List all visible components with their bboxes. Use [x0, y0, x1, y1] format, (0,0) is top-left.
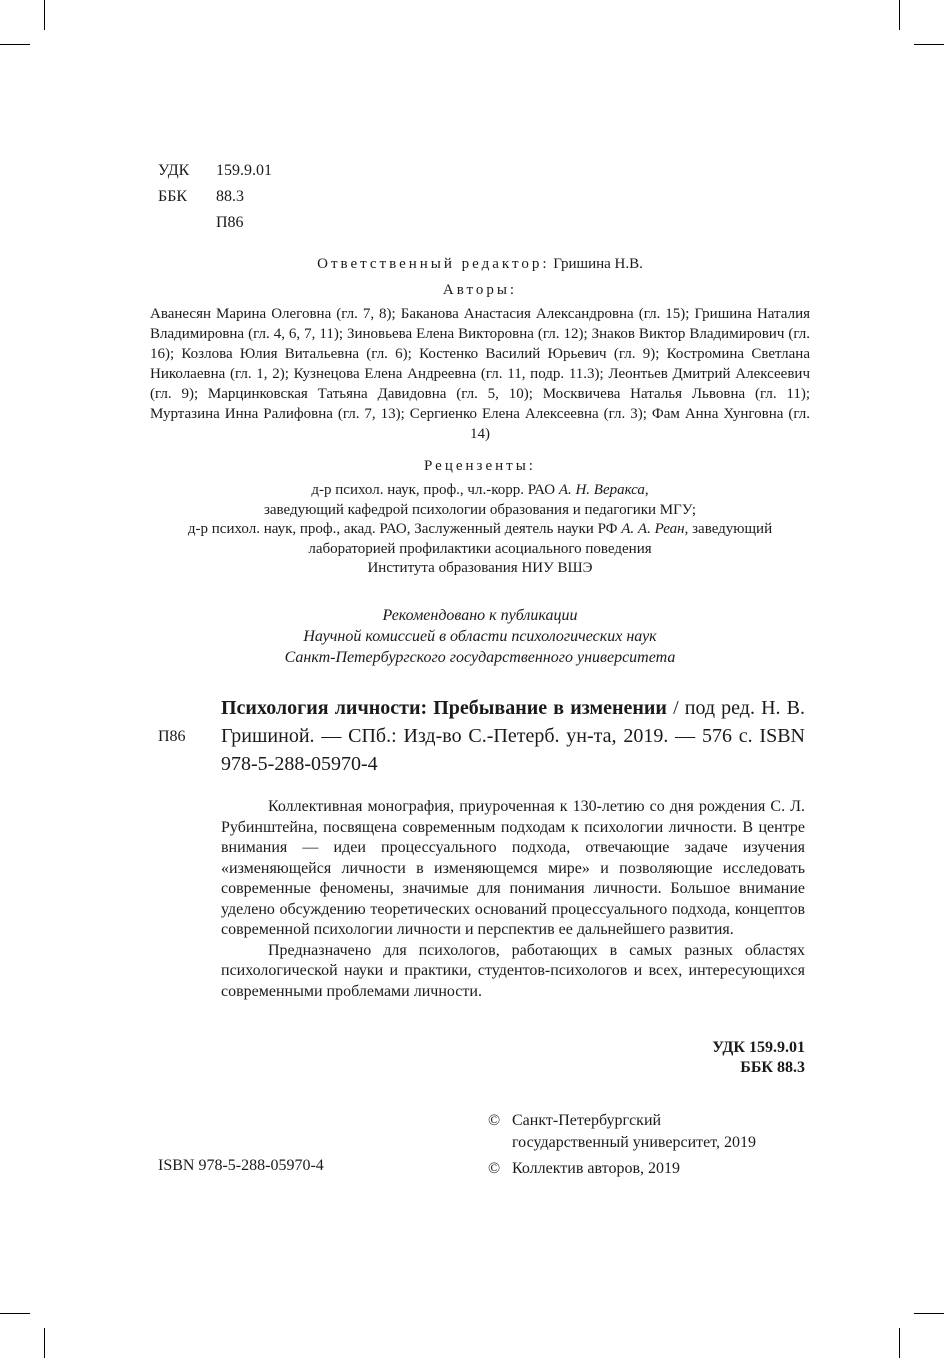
- udk-label: УДК: [158, 162, 190, 179]
- recommendation-line-2: Научной комиссией в области психологических наук: [303, 628, 657, 645]
- book-title: Психология личности: Пребывание в изменении: [221, 697, 667, 719]
- reviewer-1: [150, 481, 810, 501]
- recommendation-line-3: Санкт-Петербургского государственного университета: [284, 649, 676, 666]
- reviewer-2-degree: д-р психол. наук, проф., акад. РАО, Заслуженный деятель науки РФ: [187, 521, 618, 537]
- abstract: [221, 797, 805, 1002]
- reviewer-1-degree: д-р психол. наук, проф., чл.-корр. РАО: [311, 482, 556, 498]
- udk-value: 159.9.01: [216, 162, 272, 179]
- copyright-2: Коллектив авторов, 2019: [512, 1160, 680, 1177]
- copyright-icon: ©: [488, 1160, 501, 1177]
- reviewer-2-suffix: , заведующий: [684, 521, 773, 537]
- reviewer-1-suffix: ,: [644, 482, 649, 498]
- responsible-editor: [150, 254, 810, 274]
- bbk-footer: ББК 88.3: [740, 1059, 805, 1076]
- editor-label: Ответственный редактор:: [317, 256, 550, 272]
- bbk-label: ББК: [158, 188, 188, 205]
- copyright-block: [488, 1110, 756, 1180]
- authors-heading: Авторы:: [442, 282, 518, 298]
- copyright-1-line-2: государственный университет, 2019: [512, 1134, 757, 1151]
- reviewer-1-name: А. Н. Веракса: [558, 482, 645, 498]
- reviewers-heading: Рецензенты:: [424, 458, 536, 474]
- reviewer-1-position: заведующий кафедрой психологии образования и педагогики МГУ;: [263, 501, 697, 518]
- copyright-icon: ©: [488, 1112, 501, 1129]
- abstract-paragraph-1: Коллективная монография, приуроченная к 130-летию со дня рождения С. Л. Рубинштейна, посвящена современным подходам к психологии личности. В центре внимания — идеи процессуального подхода, отвечающие задаче изучения «изменяющейся личности в изменяющемся мире» и позволяющие исследовать современные феномены, значимые для понимания личности. Большое внимание уделено обсуждению теоретических оснований процессуального подхода, концептов современной психологии личности и перспектив ее дальнейшего развития.: [221, 798, 805, 938]
- classification-header: [158, 158, 272, 236]
- crop-mark-bottom-left-h: [0, 1313, 30, 1314]
- bibliographic-details: / под ред. Н. В. Гришиной. — СПб.: Изд-во С.-Петерб. ун-та, 2019. — 576 с. ISBN 978-5-288-05970-4: [221, 697, 805, 775]
- crop-mark-bottom-right-h: [914, 1313, 944, 1314]
- reviewer-2: [150, 520, 810, 540]
- authors-list: Аванесян Марина Олеговна (гл. 7, 8); Баканова Анастасия Александровна (гл. 15); Гришина Наталия Владимировна (гл. 4, 6, 7, 11); Зиновьева Елена Викторовна (гл. 12); Знаков Виктор Владимирович (гл. 16); Козлова Юлия Витальевна (гл. 6); Костенко Василий Юрьевич (гл. 9); Костромина Светлана Николаевна (гл. 1, 2); Кузнецова Елена Андреевна (гл. 11, подр. 11.3); Леонтьев Дмитрий Алексеевич (гл. 9); Марцинковская Татьяна Давидовна (гл. 5, 10); Москвичева Наталья Львовна (гл. 11); Муртазина Инна Ралифовна (гл. 7, 13); Сергиенко Елена Алексеевна (гл. 3); Фам Анна Хунговна (гл. 14): [150, 306, 810, 442]
- recommendation-line-1: Рекомендовано к публикации: [382, 607, 578, 624]
- crop-mark-top-left-h: [0, 44, 30, 45]
- copyright-1-line-1: Санкт-Петербургский: [512, 1112, 662, 1129]
- publication-recommendation: [150, 605, 810, 668]
- reviewer-2-position-2: Института образования НИУ ВШЭ: [367, 560, 593, 576]
- reviewers-list: [150, 481, 810, 579]
- author-code: П86: [216, 214, 244, 231]
- abstract-paragraph-2: Предназначено для психологов, работающих в самых разных областях психологической науки и практики, студентов-психологов и всех, интересующихся современными проблемами личности.: [221, 941, 805, 1000]
- reviewer-2-position-1: лабораторией профилактики асоциального поведения: [308, 540, 652, 557]
- crop-mark-top-right-v: [899, 0, 900, 30]
- crop-mark-bottom-left-v: [44, 1328, 45, 1358]
- title-code: П86: [158, 728, 186, 745]
- bbk-value: 88.3: [216, 188, 244, 205]
- crop-mark-bottom-right-v: [899, 1328, 900, 1358]
- crop-mark-top-right-h: [914, 44, 944, 45]
- bibliographic-record: [221, 694, 805, 778]
- classification-footer: [600, 1038, 805, 1078]
- crop-mark-top-left-v: [44, 0, 45, 30]
- isbn: ISBN 978-5-288-05970-4: [158, 1157, 324, 1174]
- reviewer-2-name: А. А. Реан: [621, 521, 685, 537]
- udk-footer: УДК 159.9.01: [712, 1039, 805, 1056]
- editor-name: Гришина Н.В.: [553, 256, 643, 272]
